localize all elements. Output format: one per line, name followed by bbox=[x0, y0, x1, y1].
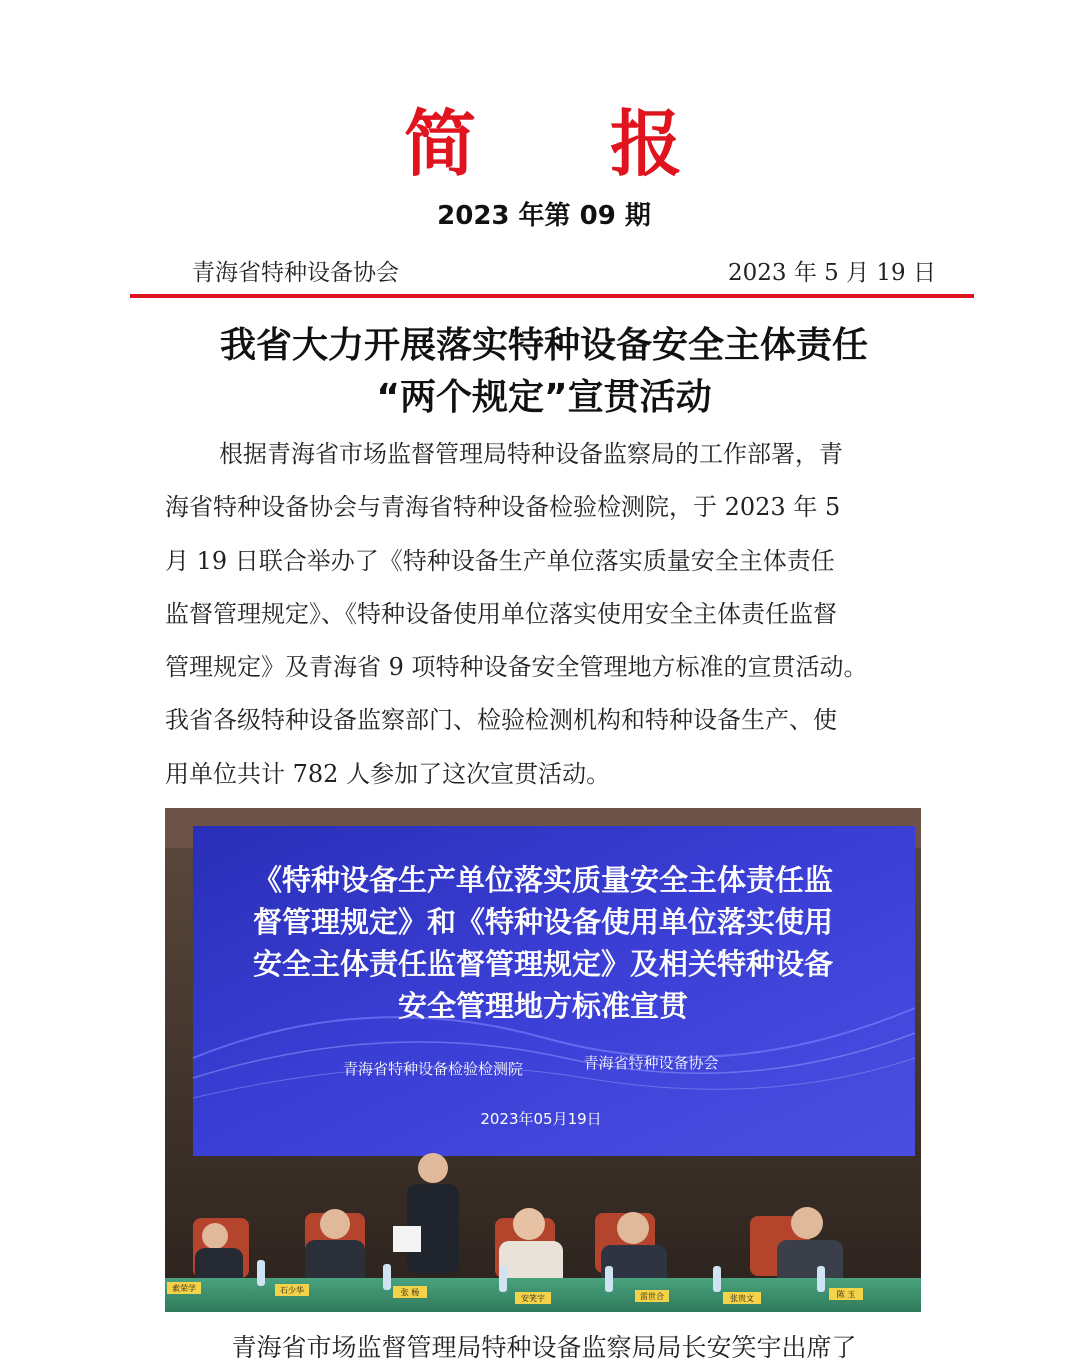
body-line: 用单位共计 782 人参加了这次宣贯活动。 bbox=[165, 759, 611, 788]
body-line: 根据青海省市场监督管理局特种设备监察局的工作部署，青 bbox=[219, 440, 843, 468]
nameplate: 张 杨 bbox=[400, 1288, 420, 1297]
masthead-char-bao: 报 bbox=[610, 102, 685, 186]
publisher-org: 青海省特种设备协会 bbox=[192, 260, 399, 286]
article-headline bbox=[100, 320, 988, 424]
nameplate: 陈 玉 bbox=[836, 1290, 856, 1299]
screen-host-2: 青海省特种设备协会 bbox=[583, 1054, 719, 1072]
screen-host-1: 青海省特种设备检验检测院 bbox=[342, 1060, 524, 1078]
nameplate: 石少华 bbox=[280, 1286, 304, 1295]
event-photo bbox=[165, 808, 921, 1312]
body-line: 月 19 日联合举办了《特种设备生产单位落实质量安全主体责任 bbox=[165, 546, 835, 575]
projection-screen bbox=[193, 826, 915, 1156]
headline-line-1: 我省大力开展落实特种设备安全主体责任 bbox=[219, 325, 868, 366]
headline-line-2: “两个规定”宣贯活动 bbox=[376, 377, 712, 418]
publish-date: 2023 年 5 月 19 日 bbox=[728, 260, 936, 286]
screen-date: 2023年05月19日 bbox=[480, 1110, 602, 1128]
screen-title-line: 《特种设备生产单位落实质量安全主体责任监 bbox=[252, 863, 834, 897]
issue-number: 2023 年第 09 期 bbox=[437, 201, 651, 231]
nameplate: 张贵文 bbox=[730, 1294, 754, 1303]
screen-title-line: 安全管理地方标准宣贯 bbox=[397, 989, 689, 1023]
nameplate: 安笑宇 bbox=[521, 1294, 545, 1303]
masthead bbox=[0, 102, 1088, 186]
article-body bbox=[165, 428, 945, 801]
masthead-char-jian: 简 bbox=[403, 102, 478, 186]
body-line: 海省特种设备协会与青海省特种设备检验检测院，于 2023 年 5 bbox=[165, 493, 841, 522]
screen-title-line: 安全主体责任监督管理规定》及相关特种设备 bbox=[252, 947, 834, 981]
nameplate: 雷世合 bbox=[640, 1292, 664, 1301]
nameplate: 索荣学 bbox=[172, 1284, 196, 1293]
body-line: 监督管理规定》、《特种设备使用单位落实使用安全主体责任监督 bbox=[165, 599, 837, 628]
body-line: 我省各级特种设备监察部门、检验检测机构和特种设备生产、使 bbox=[165, 706, 837, 735]
body-line: 管理规定》及青海省 9 项特种设备安全管理地方标准的宣贯活动。 bbox=[165, 653, 868, 682]
screen-title-line: 督管理规定》和《特种设备使用单位落实使用 bbox=[252, 905, 834, 939]
red-divider bbox=[130, 294, 974, 298]
photo-caption: 青海省市场监督管理局特种设备监察局局长安笑宇出席了 bbox=[231, 1333, 857, 1362]
